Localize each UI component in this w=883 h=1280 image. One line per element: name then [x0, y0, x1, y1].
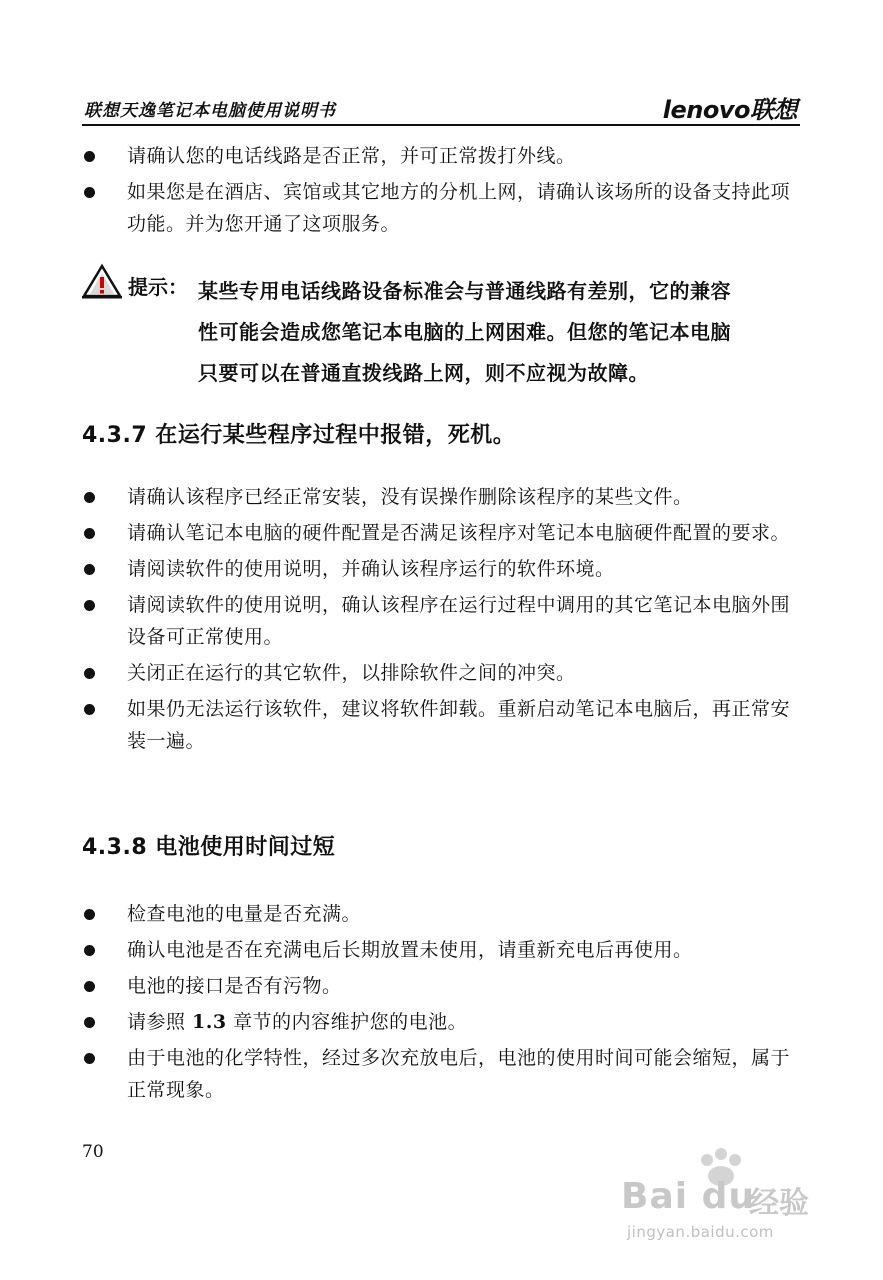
list-item-text: 确认电池是否在充满电后长期放置未使用，请重新充电后再使用。: [127, 939, 693, 961]
bullet-icon: [84, 492, 95, 503]
list-item-text: 如果您是在酒店、宾馆或其它地方的分机上网，请确认该场所的设备支持此项功能。并为您开通了这项服务。: [127, 181, 791, 235]
tip-line-2: 性可能会造成您笔记本电脑的上网困难。但您的笔记本电脑: [198, 320, 731, 344]
list-item: [80, 1006, 800, 1038]
bullet-icon: [84, 704, 95, 715]
list-item: [80, 934, 800, 966]
list-item: [80, 481, 800, 513]
bullet-icon: [84, 600, 95, 611]
list-item: [80, 657, 800, 689]
list-item-text: 关闭正在运行的其它软件，以排除软件之间的冲突。: [127, 662, 576, 684]
list-item-text: 请确认笔记本电脑的硬件配置是否满足该程序对笔记本电脑硬件配置的要求。: [127, 522, 791, 544]
document-title: 联想天逸笔记本电脑使用说明书: [84, 101, 336, 121]
list-item-text-prefix: 请参照: [127, 1011, 193, 1033]
bullet-list-4-3-8: [80, 898, 800, 1110]
page-number: 70: [82, 1142, 104, 1162]
tip-text: [198, 271, 798, 394]
bullet-list-4-3-7: [80, 481, 800, 761]
list-item: [80, 553, 800, 585]
tip-label: 提示：: [128, 275, 188, 299]
list-item: [80, 898, 800, 930]
list-item-text: 请确认您的电话线路是否正常，并可正常拨打外线。: [127, 145, 576, 167]
bullet-icon: [84, 981, 95, 992]
tip-line-1: 某些专用电话线路设备标准会与普通线路有差别，它的兼容: [198, 279, 731, 303]
list-item-text-suffix: 章节的内容维护您的电池。: [226, 1011, 468, 1033]
list-item: [80, 1042, 800, 1106]
bullet-icon: [84, 909, 95, 920]
list-item-text: 请确认该程序已经正常安装，没有误操作删除该程序的某些文件。: [127, 486, 693, 508]
tip-line-3: 只要可以在普通直拨线路上网，则不应视为故障。: [198, 361, 649, 385]
list-item-text: 电池的接口是否有污物。: [127, 975, 342, 997]
list-item-text-bold: 1.3: [192, 1011, 227, 1033]
list-item: [80, 970, 800, 1002]
list-item: [80, 589, 800, 653]
bullet-icon: [84, 945, 95, 956]
watermark-brand-cn: 经验: [749, 1186, 809, 1221]
list-item-text: 检查电池的电量是否充满。: [127, 903, 362, 925]
bullet-icon: [84, 1017, 95, 1028]
list-item: [80, 140, 800, 172]
header-divider: [82, 124, 800, 126]
bullet-icon: [84, 1053, 95, 1064]
warning-icon: [80, 263, 124, 303]
list-item: [80, 176, 800, 240]
list-item-text: 请阅读软件的使用说明，确认该程序在运行过程中调用的其它笔记本电脑外围设备可正常使用。: [127, 594, 791, 648]
list-item-text: 由于电池的化学特性，经过多次充放电后，电池的使用时间可能会缩短，属于正常现象。: [127, 1047, 791, 1101]
list-item-text: 如果仍无法运行该软件，建议将软件卸载。重新启动笔记本电脑后，再正常安装一遍。: [127, 698, 791, 752]
list-item: [80, 517, 800, 549]
section-heading-4-3-8: 4.3.8 电池使用时间过短: [82, 835, 336, 860]
list-item-text: 请阅读软件的使用说明，并确认该程序运行的软件环境。: [127, 558, 615, 580]
bullet-icon: [84, 668, 95, 679]
watermark-brand: Bai du: [621, 1176, 756, 1217]
bullet-icon: [84, 528, 95, 539]
bullet-icon: [84, 187, 95, 198]
bullet-icon: [84, 151, 95, 162]
bullet-icon: [84, 564, 95, 575]
baidu-jingyan-watermark: [621, 1148, 831, 1248]
list-item: [80, 693, 800, 757]
bullet-list-top: [80, 140, 800, 244]
section-heading-4-3-7: 4.3.7 在运行某些程序过程中报错，死机。: [82, 423, 516, 448]
lenovo-logo: lenovo联想: [662, 96, 797, 124]
watermark-url: jingyan.baidu.com: [627, 1223, 774, 1241]
